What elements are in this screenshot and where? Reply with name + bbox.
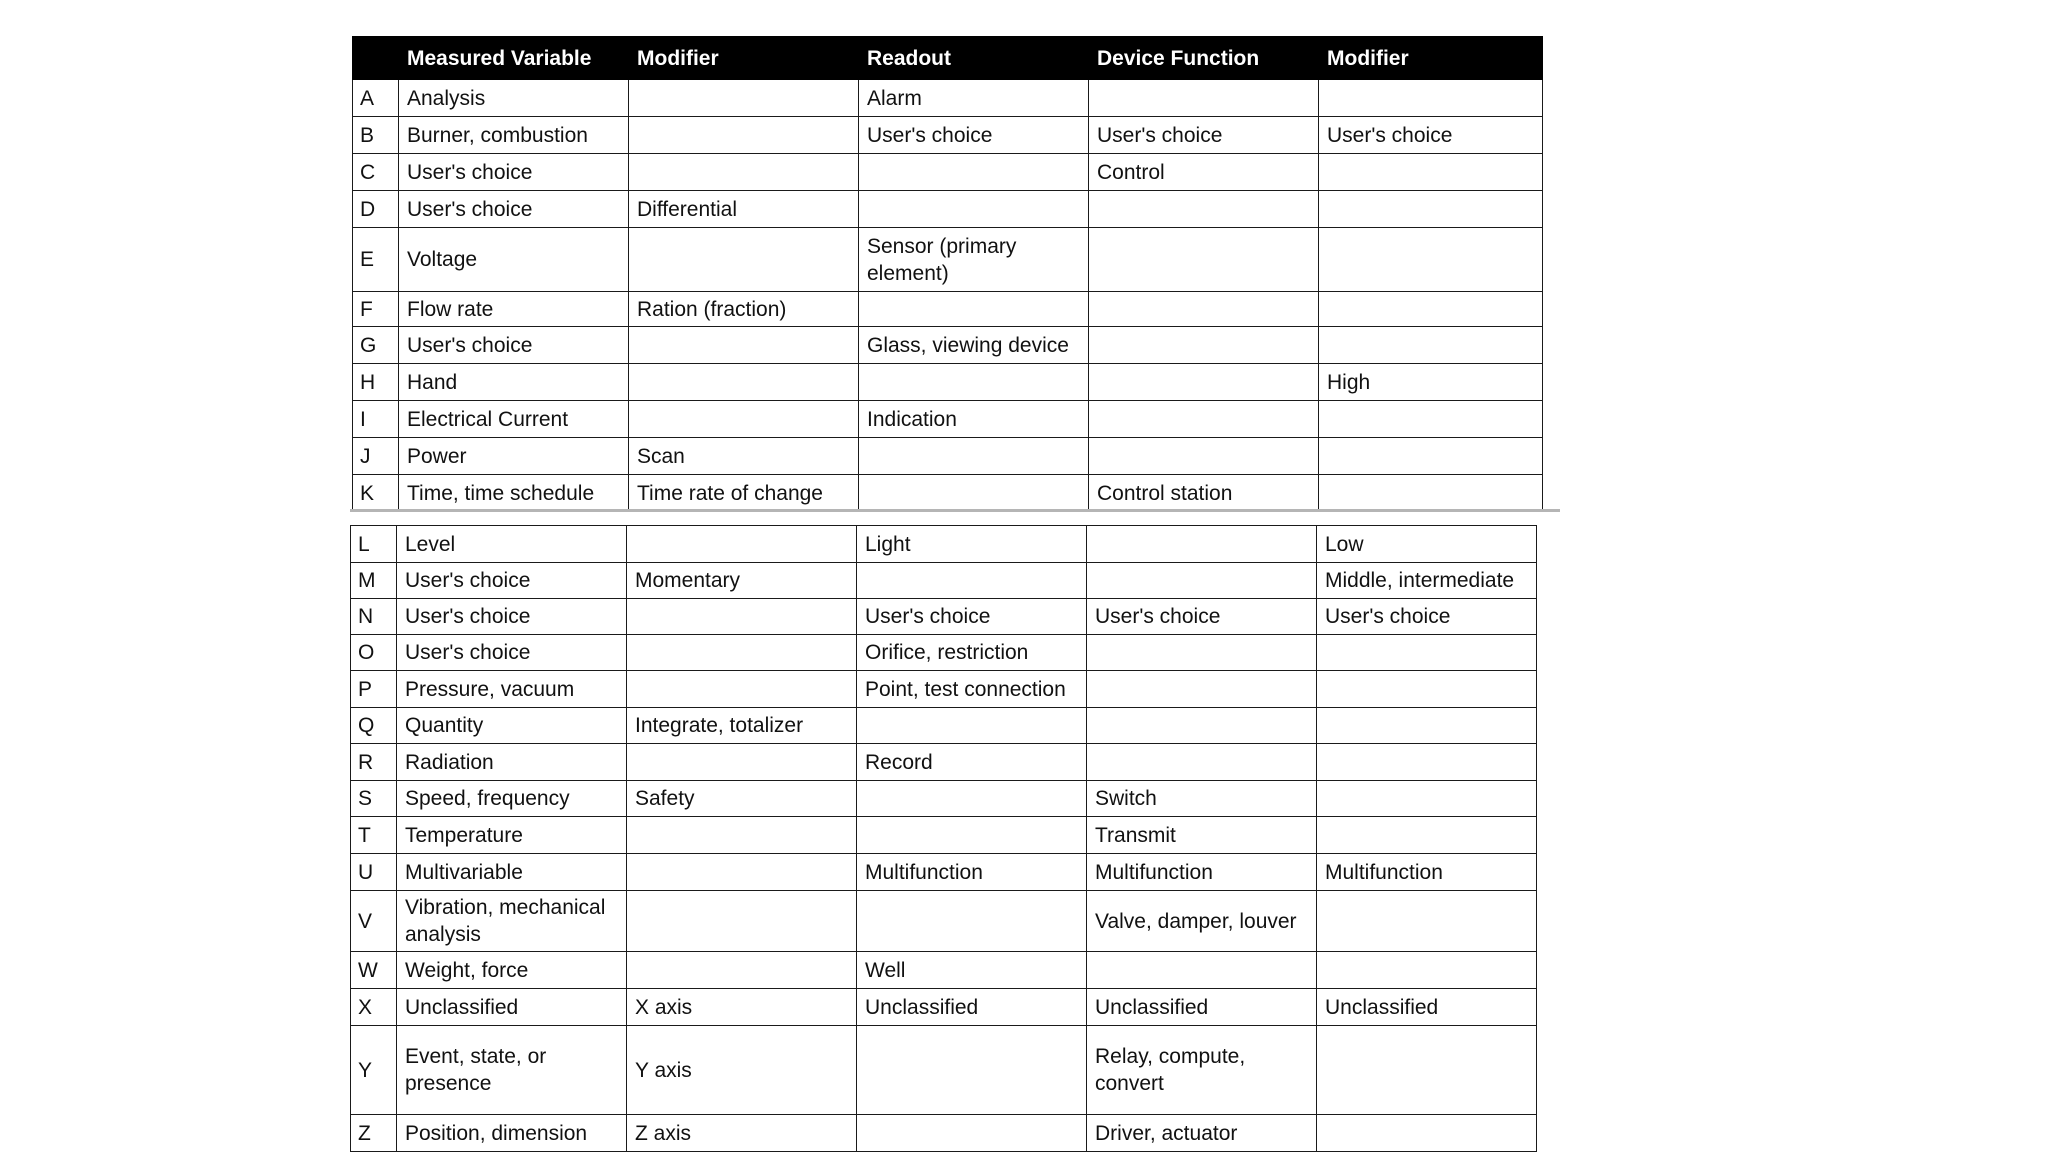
cell-modifier: Scan	[629, 438, 859, 475]
cell-function-modifier	[1317, 1115, 1537, 1152]
cell-measured-variable: User's choice	[397, 635, 627, 671]
cell-modifier: Z axis	[627, 1115, 857, 1152]
cell-readout: User's choice	[859, 117, 1089, 154]
table-row	[353, 438, 1543, 475]
cell-function-modifier	[1319, 401, 1543, 438]
cell-code: D	[353, 191, 399, 228]
cell-modifier	[627, 635, 857, 671]
cell-measured-variable: Hand	[399, 364, 629, 401]
cell-measured-variable: Analysis	[399, 80, 629, 117]
cell-device-function	[1087, 952, 1317, 989]
cell-readout: Well	[857, 952, 1087, 989]
cell-modifier	[629, 364, 859, 401]
cell-function-modifier	[1317, 671, 1537, 708]
cell-readout: User's choice	[857, 599, 1087, 635]
cell-code: C	[353, 154, 399, 191]
cell-modifier: Safety	[627, 781, 857, 817]
cell-function-modifier	[1319, 327, 1543, 364]
cell-device-function	[1089, 438, 1319, 475]
cell-code: M	[351, 563, 397, 599]
cell-code: P	[351, 671, 397, 708]
cell-function-modifier	[1317, 952, 1537, 989]
cell-measured-variable: Multivariable	[397, 854, 627, 891]
cell-device-function	[1089, 228, 1319, 292]
cell-modifier	[627, 671, 857, 708]
cell-device-function: Control	[1089, 154, 1319, 191]
table-row	[351, 708, 1537, 744]
table-row	[351, 635, 1537, 671]
table-row	[351, 599, 1537, 635]
cell-function-modifier	[1319, 228, 1543, 292]
cell-function-modifier: Multifunction	[1317, 854, 1537, 891]
cell-modifier: Time rate of change	[629, 475, 859, 512]
cell-device-function	[1089, 327, 1319, 364]
cell-modifier	[627, 854, 857, 891]
cell-readout	[859, 364, 1089, 401]
cell-measured-variable: Temperature	[397, 817, 627, 854]
cell-readout: Multifunction	[857, 854, 1087, 891]
cell-device-function	[1087, 526, 1317, 563]
table-row	[351, 526, 1537, 563]
header-modifier: Modifier	[629, 37, 859, 80]
cell-readout: Sensor (primary element)	[859, 228, 1089, 292]
cell-readout	[857, 1115, 1087, 1152]
cell-readout	[859, 438, 1089, 475]
cell-measured-variable: Flow rate	[399, 292, 629, 327]
cell-function-modifier	[1317, 708, 1537, 744]
cell-device-function	[1087, 563, 1317, 599]
table-row	[353, 80, 1543, 117]
cell-function-modifier: Unclassified	[1317, 989, 1537, 1026]
cell-device-function: Control station	[1089, 475, 1319, 512]
cell-modifier	[627, 891, 857, 952]
table-row	[353, 364, 1543, 401]
table-row	[353, 191, 1543, 228]
cell-measured-variable: Pressure, vacuum	[397, 671, 627, 708]
cell-function-modifier	[1319, 292, 1543, 327]
cell-readout: Record	[857, 744, 1087, 781]
cell-measured-variable: Voltage	[399, 228, 629, 292]
cell-readout	[857, 817, 1087, 854]
cell-function-modifier	[1319, 80, 1543, 117]
cell-code: J	[353, 438, 399, 475]
header-row	[353, 37, 1543, 80]
cell-function-modifier: User's choice	[1317, 599, 1537, 635]
cell-code: T	[351, 817, 397, 854]
cell-code: A	[353, 80, 399, 117]
cell-measured-variable: Weight, force	[397, 952, 627, 989]
cell-function-modifier: High	[1319, 364, 1543, 401]
cell-device-function: User's choice	[1089, 117, 1319, 154]
cell-readout	[859, 475, 1089, 512]
cell-code: Z	[351, 1115, 397, 1152]
cell-readout: Alarm	[859, 80, 1089, 117]
cell-device-function	[1087, 635, 1317, 671]
cell-device-function	[1089, 364, 1319, 401]
cell-device-function	[1089, 191, 1319, 228]
cell-measured-variable: User's choice	[397, 599, 627, 635]
table-row	[351, 1026, 1537, 1115]
cell-modifier: Momentary	[627, 563, 857, 599]
header-measured-variable: Measured Variable	[399, 37, 629, 80]
cell-measured-variable: Level	[397, 526, 627, 563]
cell-device-function: Unclassified	[1087, 989, 1317, 1026]
cell-readout	[857, 708, 1087, 744]
cell-code: S	[351, 781, 397, 817]
cell-code: I	[353, 401, 399, 438]
table-row	[351, 671, 1537, 708]
cell-code: K	[353, 475, 399, 512]
cell-measured-variable: Quantity	[397, 708, 627, 744]
cell-readout	[859, 191, 1089, 228]
cell-function-modifier: Middle, intermediate	[1317, 563, 1537, 599]
identification-table-bottom	[350, 525, 1537, 1152]
cell-modifier	[627, 526, 857, 563]
cell-readout: Orifice, restriction	[857, 635, 1087, 671]
header-letter	[353, 37, 399, 80]
table-row	[351, 1115, 1537, 1152]
cell-device-function: Switch	[1087, 781, 1317, 817]
cell-measured-variable: Radiation	[397, 744, 627, 781]
cell-readout	[857, 781, 1087, 817]
cell-modifier: Differential	[629, 191, 859, 228]
cell-code: L	[351, 526, 397, 563]
table-row	[353, 292, 1543, 327]
cell-function-modifier: Low	[1317, 526, 1537, 563]
cell-modifier	[627, 599, 857, 635]
cell-readout: Glass, viewing device	[859, 327, 1089, 364]
table-row	[351, 989, 1537, 1026]
table-row	[353, 475, 1543, 512]
cell-measured-variable: Speed, frequency	[397, 781, 627, 817]
identification-table-top	[352, 36, 1543, 512]
cell-measured-variable: User's choice	[399, 154, 629, 191]
cell-readout	[857, 1026, 1087, 1115]
table-row	[351, 781, 1537, 817]
table-row	[351, 891, 1537, 952]
table-row	[351, 854, 1537, 891]
cell-measured-variable: Position, dimension	[397, 1115, 627, 1152]
cell-device-function	[1089, 292, 1319, 327]
header-readout: Readout	[859, 37, 1089, 80]
cell-code: E	[353, 228, 399, 292]
cell-device-function: Driver, actuator	[1087, 1115, 1317, 1152]
cell-measured-variable: Time, time schedule	[399, 475, 629, 512]
cell-measured-variable: Power	[399, 438, 629, 475]
cell-modifier	[629, 327, 859, 364]
table-row	[353, 117, 1543, 154]
cell-code: R	[351, 744, 397, 781]
cell-code: Q	[351, 708, 397, 744]
cell-code: O	[351, 635, 397, 671]
cell-modifier	[629, 154, 859, 191]
cell-function-modifier	[1317, 817, 1537, 854]
cell-device-function	[1087, 671, 1317, 708]
cell-readout: Light	[857, 526, 1087, 563]
header-device-function: Device Function	[1089, 37, 1319, 80]
cell-measured-variable: Vibration, mechanical analysis	[397, 891, 627, 952]
cell-modifier	[627, 744, 857, 781]
cell-readout: Unclassified	[857, 989, 1087, 1026]
cell-modifier: Integrate, totalizer	[627, 708, 857, 744]
cell-code: B	[353, 117, 399, 154]
cell-modifier	[629, 80, 859, 117]
table-row	[353, 327, 1543, 364]
cell-code: N	[351, 599, 397, 635]
cell-code: Y	[351, 1026, 397, 1115]
cell-function-modifier	[1317, 781, 1537, 817]
cell-code: F	[353, 292, 399, 327]
cell-code: G	[353, 327, 399, 364]
header-function-modifier: Modifier	[1319, 37, 1543, 80]
cell-code: W	[351, 952, 397, 989]
cell-measured-variable: Unclassified	[397, 989, 627, 1026]
table-row	[351, 744, 1537, 781]
cell-function-modifier	[1319, 475, 1543, 512]
cell-code: V	[351, 891, 397, 952]
cell-function-modifier: User's choice	[1319, 117, 1543, 154]
cell-modifier: Y axis	[627, 1026, 857, 1115]
cell-measured-variable: User's choice	[399, 191, 629, 228]
cell-function-modifier	[1317, 635, 1537, 671]
cell-modifier: X axis	[627, 989, 857, 1026]
cell-readout: Indication	[859, 401, 1089, 438]
cell-measured-variable: User's choice	[399, 327, 629, 364]
cell-device-function: Relay, compute, convert	[1087, 1026, 1317, 1115]
cell-function-modifier	[1319, 438, 1543, 475]
cell-function-modifier	[1319, 191, 1543, 228]
cell-code: U	[351, 854, 397, 891]
cell-device-function: User's choice	[1087, 599, 1317, 635]
cell-device-function: Transmit	[1087, 817, 1317, 854]
cell-code: H	[353, 364, 399, 401]
cell-measured-variable: Event, state, or presence	[397, 1026, 627, 1115]
table-row	[353, 154, 1543, 191]
cell-device-function: Valve, damper, louver	[1087, 891, 1317, 952]
cell-modifier	[627, 952, 857, 989]
table-row	[351, 563, 1537, 599]
table-split-line	[350, 509, 1560, 512]
table-row	[353, 228, 1543, 292]
cell-modifier	[629, 401, 859, 438]
cell-measured-variable: User's choice	[397, 563, 627, 599]
cell-function-modifier	[1317, 1026, 1537, 1115]
cell-function-modifier	[1319, 154, 1543, 191]
cell-device-function	[1087, 708, 1317, 744]
cell-readout	[857, 891, 1087, 952]
cell-code: X	[351, 989, 397, 1026]
cell-device-function	[1089, 401, 1319, 438]
cell-device-function	[1087, 744, 1317, 781]
cell-modifier	[629, 117, 859, 154]
cell-device-function	[1089, 80, 1319, 117]
cell-function-modifier	[1317, 744, 1537, 781]
cell-modifier: Ration (fraction)	[629, 292, 859, 327]
table-row	[351, 952, 1537, 989]
table-row	[353, 401, 1543, 438]
cell-readout	[857, 563, 1087, 599]
cell-device-function: Multifunction	[1087, 854, 1317, 891]
cell-modifier	[627, 817, 857, 854]
cell-readout: Point, test connection	[857, 671, 1087, 708]
cell-function-modifier	[1317, 891, 1537, 952]
cell-measured-variable: Burner, combustion	[399, 117, 629, 154]
cell-measured-variable: Electrical Current	[399, 401, 629, 438]
cell-readout	[859, 154, 1089, 191]
cell-readout	[859, 292, 1089, 327]
cell-modifier	[629, 228, 859, 292]
table-row	[351, 817, 1537, 854]
